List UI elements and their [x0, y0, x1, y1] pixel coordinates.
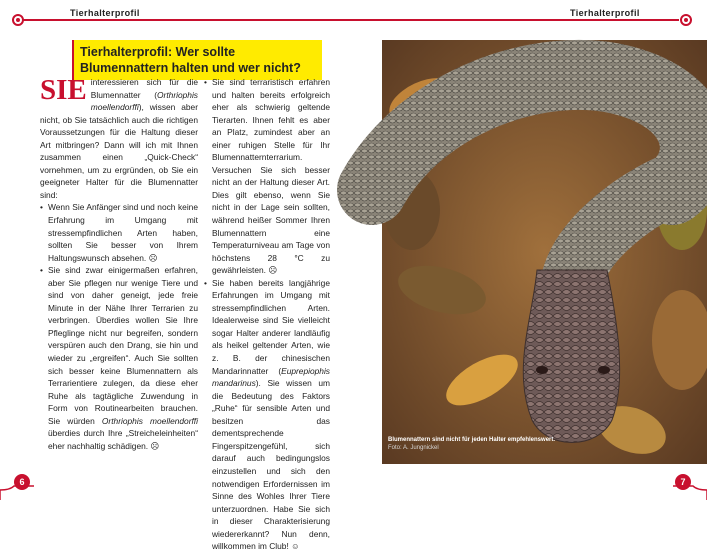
list-item-text: Sie sind zwar einigermaßen erfahren, aber Sie pflegen nur wenige Tiere und sind von daher geneigt, jede freie Minute in der Nähe Ihrer Terrarien zu verbringen. Überdies wollen Sie Ihre Pfleglinge nicht nur begreifen, sondern verspüren auch den Drang, sie hin und wieder zu „ergreifen“. Auch Sie sollten sich besser keine Blumennattern als Terrarientiere zulegen, da diese eher Ruhe als tagtägliche Zuwendung in Form von Routinearbeiten brauchen. Sie würden	[48, 265, 198, 426]
text-column-2	[204, 76, 330, 553]
drop-cap: SIE	[40, 74, 87, 106]
header-rule	[22, 19, 354, 21]
article-title-text: Tierhalterprofil: Wer sollte Blumennattern halten und wer nicht?	[80, 45, 301, 75]
list-item-text: Sie sind terraristisch erfahren und halten bereits erfolgreich eher als schwierig geltende Tierarten. Ihnen fehlt es aber an Platz, zumindest aber an einer ruhigen Stelle für Ihr Blumennatternterrarium. Versuchen Sie sich besser nicht an der Haltung dieser Art. Dies gilt ebenso, wenn Sie nicht in der Lage sein sollten, während heißer Sommer Ihren Blumennattern eine Temperaturniveau am Tage von höchstens 28 °C zu gewährleisten. ☹	[212, 77, 330, 276]
list-item-text: Sie haben bereits langjährige Erfahrungen im Umgang mit stressempfindlichen Arten. Idealerweise sind Sie vielleicht sogar Halter anderer landläufig als heikel geltender Arten, wie z. B. der chinesischen Mandarinnatter (	[212, 277, 330, 376]
page-corner-decoration	[627, 472, 707, 500]
caption-text: Blumennattern sind nicht für jeden Halter empfehlenswert.	[388, 437, 556, 443]
profile-list	[204, 76, 330, 553]
list-item	[40, 201, 198, 264]
list-item	[204, 277, 330, 553]
article-title	[74, 40, 322, 80]
profile-list	[40, 201, 198, 452]
list-item-text: überdies durch Ihre „Streicheleinheiten“ eher nachhaltig schädigen. ☹	[48, 428, 198, 451]
page-corner-decoration	[0, 472, 80, 500]
header-rule	[354, 19, 679, 21]
running-header: Tierhalterprofil	[566, 8, 644, 18]
snake-illustration	[382, 40, 707, 464]
header-bullet-icon	[680, 14, 692, 26]
page-number: 7	[675, 474, 691, 490]
left-page	[0, 0, 354, 552]
snake-photo	[382, 40, 707, 464]
list-item	[40, 264, 198, 452]
intro-text: interessieren sich für die Blumennatter (	[90, 77, 198, 100]
list-item-text: Wenn Sie Anfänger sind und noch keine Erfahrung im Umgang mit stressempfindlichen Arten haben, sollten Sie besser von Ihrem Haltungswunsch absehen. ☹	[48, 202, 198, 263]
intro-paragraph	[40, 76, 198, 201]
photo-credit: Foto: A. Jungnickel	[388, 445, 439, 451]
page-number: 6	[14, 474, 30, 490]
running-header: Tierhalterprofil	[66, 8, 144, 18]
species-name: Euprepiophis mandarinus	[212, 365, 330, 389]
right-page	[354, 0, 707, 500]
list-item-text: ). Sie wissen um die Bedeutung des Faktors „Ruhe“ für sensible Arten und besitzen das dementsprechende Fingerspitzengefühl, sich darauf auch bedingungslos einzustellen und sich den notwendigen Erfordernissen im Sinne des Wohles Ihrer Tiere unterzuordnen. Habe Sie sich in dieser Charakterisierung wiedererkannt? Nun denn, willkommen im Club! ☺	[212, 378, 330, 552]
text-column-1	[40, 76, 198, 452]
intro-text-cont: ), wissen aber nicht, ob Sie tatsächlich auch die richtigen Voraussetzungen für die Haltung dieser Art mitbringen? Dann will ich mit Ihnen zusammen einen „Quick-Check“ vornehmen, um zu ergründen, ob Sie ein geeigneter Halter für die Blumennatter sind:	[40, 102, 198, 200]
list-item	[204, 76, 330, 277]
species-name: Orthriophis moellendorffi	[101, 415, 198, 426]
photo-caption	[388, 436, 558, 452]
species-name: Orthriophis moellendorffi	[90, 89, 198, 113]
